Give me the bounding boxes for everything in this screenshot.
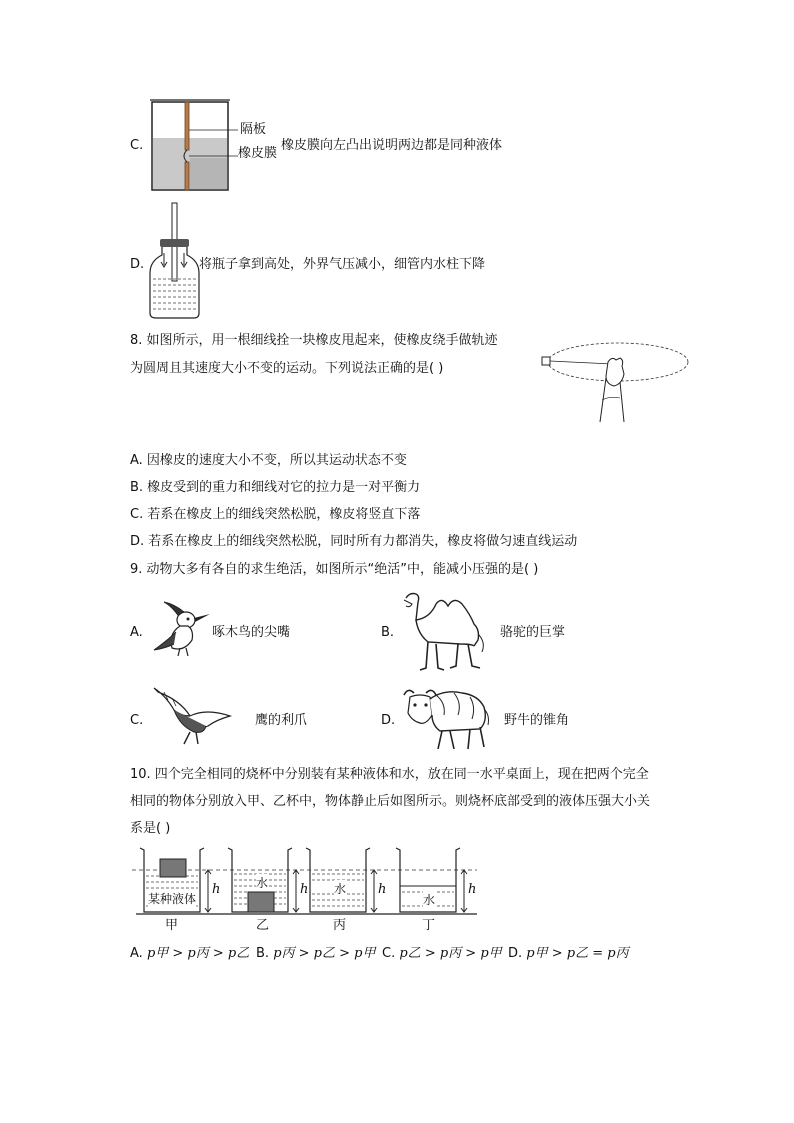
cup-label-bing: 丙 <box>333 918 347 933</box>
q10-option-c-letter: C. <box>382 946 396 961</box>
q8-option-d: D. 若系在橡皮上的细线突然松脱，同时所有力都消失，橡皮将做匀速直线运动 <box>130 534 578 549</box>
eraser-circular-motion-figure <box>540 340 690 424</box>
q10-stem-line1: 10. 四个完全相同的烧杯中分别装有某种液体和水，放在同一水平桌面上，现在把两个完全 <box>130 767 649 782</box>
q10-option-b <box>256 946 375 962</box>
q7-option-d-text: 将瓶子拿到高处，外界气压减小，细管内水柱下降 <box>199 257 486 272</box>
partition-membrane-diagram <box>150 96 240 194</box>
q9-stem: 9. 动物大多有各自的求生绝活，如图所示“绝活”中，能减小压强的是( ) <box>130 562 539 577</box>
q10-option-d <box>508 946 629 962</box>
q9-option-d-text: 野牛的锥角 <box>504 713 570 728</box>
q10-option-a-letter: A. <box>130 946 143 961</box>
q10-stem-line3: 系是( ) <box>130 821 171 836</box>
q9-option-d-letter: D. <box>381 713 396 728</box>
label-membrane: 橡皮膜 <box>238 146 278 161</box>
q10-option-d-letter: D. <box>508 946 523 961</box>
q7-option-c-text: 橡皮膜向左凸出说明两边都是同种液体 <box>281 138 503 153</box>
water-label-bing: 水 <box>334 882 347 896</box>
q9-option-a-text: 啄木鸟的尖嘴 <box>212 625 291 640</box>
h-label-bing: h <box>378 882 387 897</box>
h-label-jia: h <box>212 882 221 897</box>
eagle-image <box>150 686 236 748</box>
q8-stem-line1: 8. 如图所示，用一根细线拴一块橡皮甩起来，使橡皮绕手做轨迹 <box>130 333 498 348</box>
q7-option-d-letter: D. <box>130 257 145 272</box>
label-partition: 隔板 <box>240 122 267 137</box>
q9-option-b-letter: B. <box>381 625 395 640</box>
woodpecker-image <box>150 600 212 660</box>
q7-option-c-letter: C. <box>130 138 144 153</box>
water-label-yi: 水 <box>256 876 269 890</box>
q8-option-c: C. 若系在橡皮上的细线突然松脱，橡皮将竖直下落 <box>130 507 421 522</box>
q8-option-b: B. 橡皮受到的重力和细线对它的拉力是一对平衡力 <box>130 480 421 495</box>
q10-option-b-expr: p丙 > p乙 > p甲 <box>273 946 376 961</box>
q9-option-a-letter: A. <box>130 625 143 640</box>
bottle-barometer-diagram <box>148 203 204 321</box>
h-label-yi: h <box>300 882 309 897</box>
q8-option-a: A. 因橡皮的速度大小不变，所以其运动状态不变 <box>130 453 407 468</box>
q10-option-b-letter: B. <box>256 946 270 961</box>
bison-image <box>400 685 492 753</box>
q10-option-a-expr: p甲 > p丙 > p乙 <box>146 946 250 961</box>
q10-option-a <box>130 946 249 962</box>
cup-label-ding: 丁 <box>422 918 436 933</box>
water-label-ding: 水 <box>423 893 436 907</box>
liquid-label: 某种液体 <box>148 892 197 906</box>
q9-option-c-letter: C. <box>130 713 144 728</box>
cup-label-jia: 甲 <box>165 918 179 933</box>
q10-option-c-expr: p乙 > p丙 > p甲 <box>399 946 502 961</box>
cup-label-yi: 乙 <box>256 918 270 933</box>
q9-option-b-text: 骆驼的巨掌 <box>500 625 566 640</box>
q10-option-d-expr: p甲 > p乙 = p丙 <box>526 946 629 961</box>
q8-stem-line2: 为圆周且其速度大小不变的运动。下列说法正确的是( ) <box>130 361 444 376</box>
h-label-ding: h <box>468 882 477 897</box>
q10-option-c <box>382 946 502 962</box>
q9-option-c-text: 鹰的利爪 <box>255 713 308 728</box>
camel-image <box>400 590 492 672</box>
q10-stem-line2: 相同的物体分别放入甲、乙杯中，物体静止后如图所示。则烧杯底部受到的液体压强大小关 <box>130 794 651 809</box>
